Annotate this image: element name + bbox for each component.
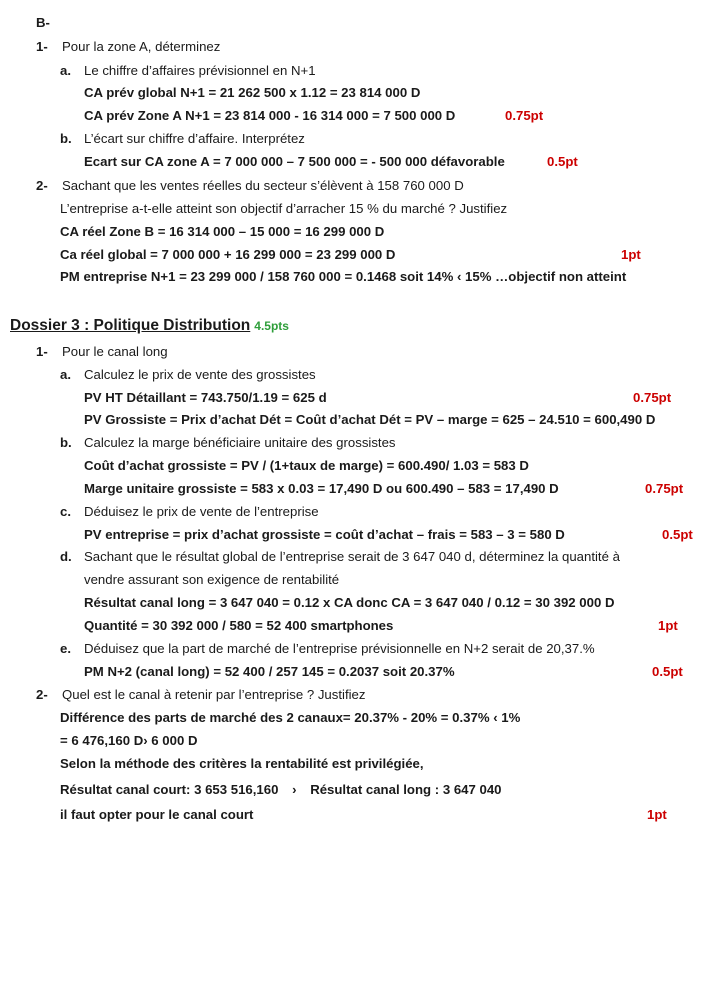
answer-line: CA réel Zone B = 16 314 000 – 15 000 = 16 299 000 D	[60, 224, 385, 239]
answer-line: = 6 476,160 D› 6 000 D	[60, 733, 198, 748]
answer-line: Ecart sur CA zone A = 7 000 000 – 7 500 000 = - 500 000 défavorable	[84, 154, 505, 169]
question-text: Calculez le prix de vente des grossistes	[84, 367, 316, 382]
answer-line: CA prév global N+1 = 21 262 500 x 1.12 = 23 814 000 D	[84, 85, 421, 100]
question-1	[36, 343, 168, 361]
question-text: Sachant que le résultat global de l’entreprise serait de 3 647 040 d, déterminez la quantité à	[84, 549, 620, 564]
question-letter: b.	[60, 435, 72, 450]
answer-line: PM N+2 (canal long) = 52 400 / 257 145 = 0.2037 soit 20.37%	[84, 664, 455, 679]
answer-line: Quantité = 30 392 000 / 580 = 52 400 smartphones	[84, 618, 394, 633]
answer-line: Différence des parts de marché des 2 canaux= 20.37% - 20% = 0.37% ‹ 1%	[60, 710, 521, 725]
answer-line: il faut opter pour le canal court	[60, 807, 254, 822]
question-number: 1-	[36, 39, 48, 54]
answer-line: PM entreprise N+1 = 23 299 000 / 158 760 000 = 0.1468 soit 14% ‹ 15% …objectif non atteint	[60, 269, 627, 284]
points-badge: 1pt	[658, 618, 678, 633]
section-b-label: B-	[36, 15, 50, 30]
answer-line: PV Grossiste = Prix d’achat Dét = Coût d’achat Dét = PV – marge = 625 – 24.510 = 600,490 D	[84, 412, 656, 427]
dossier-3-title	[10, 316, 289, 336]
points-badge: 0.75pt	[505, 108, 544, 123]
answer-line: Coût d’achat grossiste = PV / (1+taux de marge) = 600.490/ 1.03 = 583 D	[84, 458, 529, 473]
question-text: Déduisez que la part de marché de l’entreprise prévisionnelle en N+2 serait de 20,37.%	[84, 641, 595, 656]
question-1	[36, 38, 220, 56]
question-number: 1-	[36, 344, 48, 359]
answer-line: CA prév Zone A N+1 = 23 814 000 - 16 314 000 = 7 500 000 D	[84, 108, 456, 123]
dossier-points: 4.5pts	[254, 319, 289, 333]
answer-line: Marge unitaire grossiste = 583 x 0.03 = 17,490 D ou 600.490 – 583 = 17,490 D	[84, 481, 559, 496]
points-badge: 0.5pt	[652, 664, 683, 679]
answer-line: Résultat canal long = 3 647 040 = 0.12 x CA donc CA = 3 647 040 / 0.12 = 30 392 000 D	[84, 595, 615, 610]
answer-line: Ca réel global = 7 000 000 + 16 299 000 = 23 299 000 D	[60, 247, 396, 262]
answer-line: PV entreprise = prix d’achat grossiste = coût d’achat – frais = 583 – 3 = 580 D	[84, 527, 565, 542]
question-1b	[60, 130, 305, 148]
question-letter: c.	[60, 504, 71, 519]
result-long-channel: Résultat canal long : 3 647 040	[310, 782, 502, 797]
answer-line: Selon la méthode des critères la rentabilité est privilégiée,	[60, 756, 424, 771]
points-badge: 0.5pt	[662, 527, 693, 542]
question-number: 2-	[36, 687, 48, 702]
question-text: Quel est le canal à retenir par l’entreprise ? Justifiez	[62, 687, 366, 702]
question-letter: a.	[60, 367, 71, 382]
question-1e	[60, 640, 595, 658]
question-letter: e.	[60, 641, 71, 656]
points-badge: 1pt	[647, 807, 667, 822]
question-letter: d.	[60, 549, 72, 564]
question-text: L’entreprise a-t-elle atteint son objectif d’arracher 15 % du marché ? Justifiez	[60, 201, 508, 216]
answer-line: PV HT Détaillant = 743.750/1.19 = 625 d	[84, 390, 327, 405]
question-2	[36, 177, 464, 195]
points-badge: 0.75pt	[645, 481, 684, 496]
points-badge: 0.5pt	[547, 154, 578, 169]
result-short-channel: Résultat canal court: 3 653 516,160	[60, 782, 279, 797]
points-badge: 1pt	[621, 247, 641, 262]
question-letter: a.	[60, 63, 71, 78]
question-text: vendre assurant son exigence de rentabilité	[84, 572, 340, 587]
question-1d	[60, 548, 620, 566]
points-badge: 0.75pt	[633, 390, 672, 405]
question-text: Pour la zone A, déterminez	[62, 39, 221, 54]
question-text: Pour le canal long	[62, 344, 168, 359]
greater-than-symbol: ›	[292, 782, 297, 797]
question-1c	[60, 503, 319, 521]
question-1a	[60, 366, 316, 384]
answer-line-comparison	[60, 781, 501, 799]
question-number: 2-	[36, 178, 48, 193]
question-1a	[60, 62, 316, 80]
question-text: L’écart sur chiffre d’affaire. Interprétez	[84, 131, 305, 146]
dossier-title-text: Dossier 3 : Politique Distribution	[10, 317, 251, 334]
question-text: Déduisez le prix de vente de l’entreprise	[84, 504, 319, 519]
question-1b	[60, 434, 396, 452]
question-2	[36, 686, 365, 704]
question-text: Sachant que les ventes réelles du secteur s’élèvent à 158 760 000 D	[62, 178, 464, 193]
question-letter: b.	[60, 131, 72, 146]
question-text: Calculez la marge bénéficiaire unitaire des grossistes	[84, 435, 396, 450]
question-text: Le chiffre d’affaires prévisionnel en N+1	[84, 63, 316, 78]
